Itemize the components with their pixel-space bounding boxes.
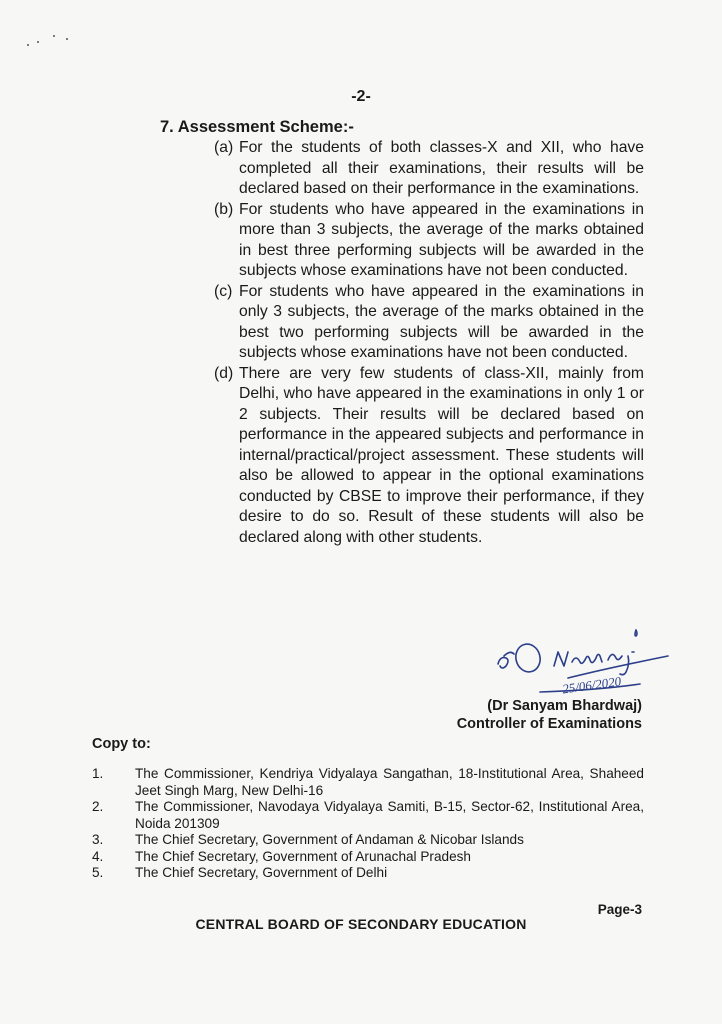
copy-to-item <box>92 799 644 832</box>
copy-to-item <box>92 849 644 866</box>
signatory-title: Controller of Examinations <box>456 716 642 732</box>
item-marker: (b) <box>214 200 234 218</box>
section-heading: 7. Assessment Scheme:- <box>160 118 354 136</box>
assessment-item-c <box>214 282 644 364</box>
copy-item-number: 2. <box>92 799 104 814</box>
copy-item-number: 3. <box>92 832 104 847</box>
copy-to-item <box>92 766 644 799</box>
assessment-item-d <box>214 364 644 549</box>
copy-item-number: 5. <box>92 865 104 880</box>
item-marker: (a) <box>214 139 234 156</box>
item-marker: (d) <box>214 364 234 382</box>
signatory-name: (Dr Sanyam Bhardwaj) <box>487 698 642 714</box>
copy-item-text: The Chief Secretary, Government of Andaman & Nicobar Islands <box>135 832 524 847</box>
assessment-item-a <box>214 138 644 200</box>
copy-to-item <box>92 865 644 882</box>
scan-speck <box>27 44 29 46</box>
item-text: For the students of both classes-X and XII, who have completed all their examinations, their results will be declared based on their performance in the examinations. <box>239 139 644 197</box>
scan-speck <box>66 38 68 40</box>
copy-item-text: The Chief Secretary, Government of Delhi <box>135 865 388 880</box>
signature-date: 25/06/2020 <box>561 673 623 697</box>
copy-to-item <box>92 832 644 849</box>
copy-to-heading: Copy to: <box>92 736 151 752</box>
copy-item-number: 4. <box>92 848 104 864</box>
footer-organization: CENTRAL BOARD OF SECONDARY EDUCATION <box>195 916 527 932</box>
assessment-item-b <box>214 200 644 282</box>
scan-speck <box>37 41 39 43</box>
item-marker: (c) <box>214 282 233 300</box>
item-text: There are very few students of class-XII, mainly from Delhi, who have appeared in the examinations in only 1 or 2 subjects. Their results will be declared based on performance in the appeared subjects and performance in internal/practical/project assessment. These students will also be allowed to appear in the optional examinations conducted by CBSE to improve their performance, if they desire to do so. Result of these students will also be declared along with other students. <box>239 364 644 546</box>
item-text: For students who have appeared in the examinations in only 3 subjects, the average of the marks obtained in the best two performing subjects will be awarded in the subjects whose examinations have not been conducted. <box>239 282 644 361</box>
copy-item-number: 1. <box>92 766 104 781</box>
copy-to-list <box>92 766 644 882</box>
copy-item-text: The Commissioner, Kendriya Vidyalaya Sangathan, 18-Institutional Area, Shaheed Jeet Singh Marg, New Delhi-16 <box>135 766 644 798</box>
scan-speck <box>53 35 55 37</box>
page-label: Page-3 <box>597 902 642 917</box>
assessment-items-list <box>214 138 644 548</box>
page-number: -2- <box>351 88 371 105</box>
copy-item-text: The Commissioner, Navodaya Vidyalaya Samiti, B-15, Sector-62, Institutional Area, Noida 201309 <box>135 799 644 831</box>
item-text: For students who have appeared in the examinations in more than 3 subjects, the average of the marks obtained in best three performing subjects will be awarded in the subjects whose examinations have not been conducted. <box>239 200 644 279</box>
copy-item-text: The Chief Secretary, Government of Arunachal Pradesh <box>135 848 471 864</box>
